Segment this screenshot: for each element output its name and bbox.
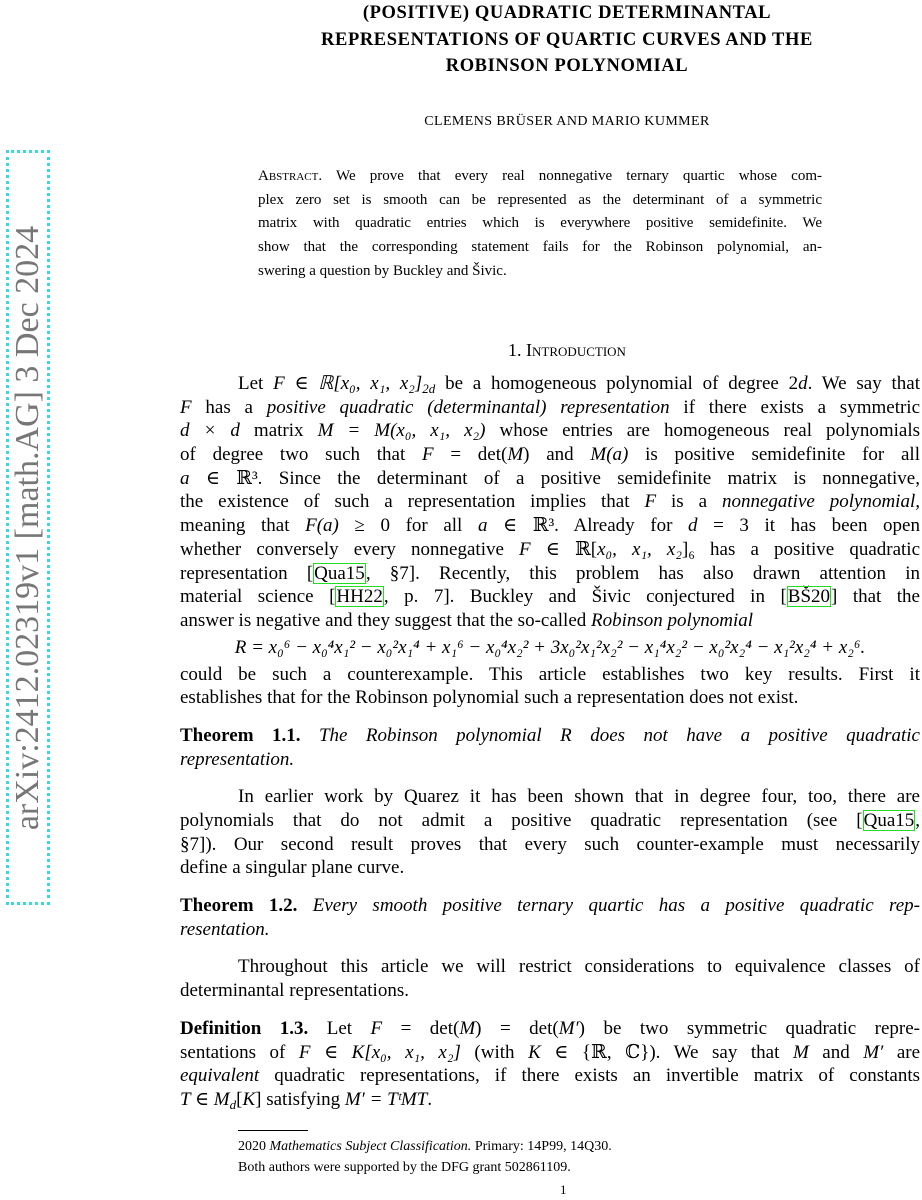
text-span: §7]). Our second result proves that every such counter-example must necessarily <box>180 833 920 855</box>
text-line <box>180 514 920 538</box>
text-span: F <box>370 1017 383 1039</box>
text-span: if there exists a symmetric <box>669 396 921 418</box>
text-span: F(a) <box>305 515 339 537</box>
text-span: establishes that for the Robinson polynomial such a representation does not exist. <box>180 687 799 709</box>
text-span: = det( <box>433 444 508 466</box>
text-span: meaning that <box>180 515 306 537</box>
citation-link[interactable]: BŠ20 <box>787 586 831 608</box>
paragraph-gap <box>180 941 920 955</box>
text-span: ) and <box>523 444 591 466</box>
text-line <box>180 585 920 609</box>
title-line: ROBINSON POLYNOMIAL <box>445 56 689 76</box>
text-span: F <box>519 538 531 560</box>
text-line <box>180 724 920 748</box>
abstract-line: show that the corresponding statement fails for the Robinson polynomial, an- <box>258 239 822 256</box>
footnote-text: 2020 <box>238 1139 270 1154</box>
text-line <box>180 372 920 396</box>
text-span: a <box>477 515 488 537</box>
text-span: a <box>180 467 190 489</box>
arxiv-stamp <box>6 150 50 905</box>
text-line <box>180 809 920 833</box>
text-span: Theorem 1.2. <box>180 895 298 917</box>
text-span: representation. <box>180 748 295 770</box>
text-line <box>180 955 920 979</box>
text-span: M = M(x₀, x₁, x₂) <box>317 420 486 442</box>
text-span: material science [ <box>180 586 336 608</box>
text-line <box>180 1017 920 1041</box>
abstract-line: matrix with quadratic entries which is everywhere positive semidefinite. We <box>258 215 822 232</box>
text-span: ) = det( <box>475 1017 559 1039</box>
text-line <box>180 490 920 514</box>
footnote-rule <box>238 1130 308 1131</box>
text-line <box>180 1064 920 1088</box>
section-heading: 1. Introduction <box>508 340 626 360</box>
text-span: R = x₀⁶ − x₀⁴x₁² − x₀²x₁⁴ + x₁⁶ − x₀⁴x₂² + 3x₀²x₁²x₂² − x₁⁴x₂² − x₀²x₂⁴ − x₁²x₂⁴ + x₂⁶. <box>234 636 866 658</box>
text-span: d <box>798 373 808 394</box>
text-span: are <box>883 1041 921 1063</box>
text-span: resentation. <box>180 918 270 940</box>
text-span: ] that the <box>831 586 920 608</box>
body-text <box>180 372 920 1112</box>
text-span: matrix <box>239 420 318 442</box>
text-line <box>180 663 920 687</box>
text-span: M(a) <box>590 444 629 466</box>
text-span: Theorem 1.1. <box>180 724 301 746</box>
text-span: x₀, x₁, x₂ <box>597 538 682 560</box>
text-span: . <box>427 1088 433 1110</box>
citation-link[interactable]: Qua15 <box>863 810 915 831</box>
text-span: = det( <box>382 1017 460 1039</box>
text-span: nonnegative polynomial, <box>721 491 920 513</box>
text-span: determinantal representations. <box>180 980 409 1002</box>
text-span: whose entries are homogeneous real polynomials <box>485 420 920 442</box>
text-span: ∈ ℝ³. Already for <box>487 515 689 537</box>
text-line <box>180 1088 920 1112</box>
text-span: of degree two such that <box>180 444 422 466</box>
text-span: ∈ ℝ[ <box>530 538 598 560</box>
text-span: d <box>688 515 698 537</box>
text-span: quadratic representations, if there exists an invertible matrix of constants <box>259 1065 920 1087</box>
text-line <box>180 833 920 857</box>
text-span: ≥ 0 for all <box>338 515 478 537</box>
text-span: M <box>792 1041 809 1063</box>
text-span: M′ = TᵗMT <box>344 1088 428 1110</box>
text-span: F ∈ ℝ[x₀, x₁, x₂] <box>273 373 423 394</box>
authors: CLEMENS BRÜSER AND MARIO KUMMER <box>424 114 710 129</box>
abstract <box>258 165 822 283</box>
text-span: K <box>528 1041 541 1063</box>
text-span: [ <box>236 1088 243 1110</box>
text-span: Definition 1.3. <box>180 1017 309 1039</box>
text-line <box>180 538 920 562</box>
text-line <box>180 785 920 809</box>
text-span: F ∈ K[x₀, x₁, x₂] <box>298 1041 461 1063</box>
paper-title <box>180 0 922 80</box>
text-span: polynomials that do not admit a positive quadratic representation (see [ <box>180 810 863 831</box>
footnote-funding: Both authors were supported by the DFG grant 502861109. <box>238 1160 571 1175</box>
text-span: ∈ ℝ³. Since the determinant of a positive semidefinite matrix is nonnegative, <box>189 467 920 489</box>
text-span: and <box>808 1041 864 1063</box>
text-span: be a homogeneous polynomial of degree 2 <box>435 373 799 394</box>
abstract-line <box>258 165 822 189</box>
text-line <box>180 979 920 1003</box>
text-line <box>180 894 920 918</box>
text-span: Let <box>238 373 274 394</box>
abstract-line: swering a question by Buckley and Šivic. <box>258 262 507 279</box>
text-span: M′ <box>863 1041 884 1063</box>
text-span: representation [ <box>180 562 314 584</box>
title-line: REPRESENTATIONS OF QUARTIC CURVES AND THE <box>321 29 813 50</box>
text-span: Robinson polynomial <box>591 609 754 631</box>
paragraph-gap <box>180 771 920 785</box>
text-span: ] satisfying <box>255 1088 345 1110</box>
text-span: 2d <box>422 381 436 396</box>
text-span: equivalent <box>180 1065 260 1087</box>
abstract-label: Abstract. <box>258 168 323 184</box>
text-line <box>180 467 920 491</box>
text-span: = 3 it has been open <box>697 515 920 537</box>
text-span: K <box>242 1088 256 1110</box>
text-line <box>180 443 920 467</box>
text-line <box>180 918 920 942</box>
paragraph-gap <box>180 710 920 724</box>
paragraph-gap <box>180 880 920 894</box>
citation-link[interactable]: HH22 <box>336 586 383 608</box>
text-span: F <box>421 444 434 466</box>
text-span: M <box>459 1017 476 1039</box>
equation <box>180 633 920 663</box>
citation-link[interactable]: Qua15 <box>314 562 365 584</box>
text-span: answer is negative and they suggest that the so-called <box>180 609 592 631</box>
text-line <box>180 1041 920 1065</box>
text-line <box>180 562 920 586</box>
footnote-em: Mathematics Subject Classification. <box>269 1139 472 1154</box>
text-span: define a singular plane curve. <box>180 857 405 879</box>
paragraph-gap <box>180 1003 920 1017</box>
abstract-text: We prove that every real nonnegative ternary quartic whose com- <box>335 168 822 184</box>
text-span: . We say that <box>807 373 920 394</box>
text-line <box>180 748 920 772</box>
text-span: Every smooth positive ternary quartic has a positive quadratic rep- <box>297 895 920 917</box>
text-line <box>180 856 920 880</box>
text-span: In earlier work by Quarez it has been shown that in degree four, too, there are <box>238 786 920 808</box>
text-span: (with <box>460 1041 529 1063</box>
abstract-line: plex zero set is smooth can be represented as the determinant of a symmetric <box>258 191 822 208</box>
text-span: the existence of such a representation implies that <box>180 491 645 513</box>
arxiv-id: arXiv:2412.02319v1 [math.AG] 3 Dec 2024 <box>9 225 46 830</box>
text-span: M′ <box>558 1017 579 1039</box>
text-span: , <box>915 810 920 831</box>
text-span: The Robinson polynomial R does not have a positive quadratic <box>300 724 920 746</box>
footnote-text: Primary: 14P99, 14Q30. <box>471 1139 612 1154</box>
text-span: whether conversely every nonnegative <box>180 538 520 560</box>
text-span: could be such a counterexample. This article establishes two key results. First it <box>180 663 920 685</box>
footnote-msc <box>238 1138 918 1156</box>
text-span: is a <box>656 491 722 513</box>
text-span: sentations of <box>180 1041 299 1063</box>
text-line <box>180 686 920 710</box>
text-span: T ∈ M <box>180 1088 230 1110</box>
text-span: is positive semidefinite for all <box>628 444 920 466</box>
title-line: (POSITIVE) QUADRATIC DETERMINANTAL <box>362 3 772 23</box>
text-span: ]₆ has a positive quadratic <box>681 538 921 560</box>
text-span: F <box>644 491 657 513</box>
page-number: 1 <box>560 1182 567 1197</box>
text-span: d × d <box>180 420 240 442</box>
text-line <box>180 609 920 633</box>
text-span: has a <box>191 396 267 418</box>
text-line <box>180 396 920 420</box>
text-span: ) be two symmetric quadratic repre- <box>578 1017 921 1039</box>
text-span: M <box>507 444 524 466</box>
text-span: Let <box>308 1017 371 1039</box>
text-line <box>180 419 920 443</box>
text-span: ∈ {ℝ, ℂ}). We say that <box>540 1041 793 1063</box>
text-span: , p. 7]. Buckley and Šivic conjectured in [ <box>383 586 787 608</box>
text-span: Throughout this article we will restrict considerations to equivalence classes of <box>238 956 920 978</box>
text-span: F <box>180 396 192 418</box>
text-span: , §7]. Recently, this problem has also drawn attention in <box>365 562 920 584</box>
text-span: positive quadratic (determinantal) representation <box>266 396 670 418</box>
text-span: d <box>229 1096 237 1112</box>
